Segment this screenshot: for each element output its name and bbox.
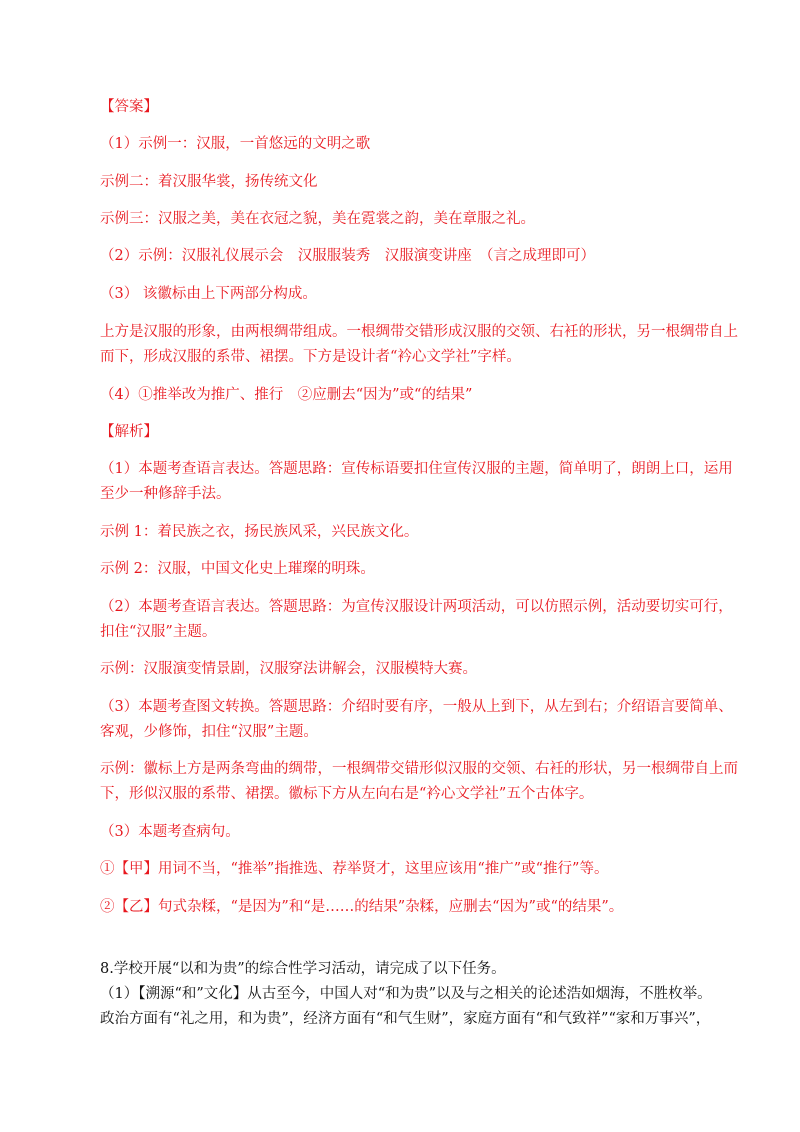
question-8-title: 8.学校开展“以和为贵”的综合性学习活动，请完成了以下任务。 — [100, 961, 506, 977]
analysis-line-2: 示例 1：着民族之衣，扬民族风采，兴民族文化。 — [100, 524, 419, 540]
answer-line-1: （1）示例一：汉服，一首悠远的文明之歌 — [100, 136, 371, 152]
analysis-line-6a: （3）本题考查图文转换。答题思路：介绍时要有序，一般从上到下，从左到右；介绍语言要简单、 — [100, 699, 733, 715]
answer-line-2: 示例二：着汉服华裳，扬传统文化 — [100, 174, 318, 190]
analysis-line-1a: （1）本题考查语言表达。答题思路：宣传标语要扣住宣传汉服的主题，简单明了，朗朗上口，运用 — [100, 461, 733, 477]
analysis-line-5: 示例：汉服演变情景剧，汉服穿法讲解会，汉服模特大赛。 — [100, 661, 477, 677]
question-8-para-1a: （1）【溯源“和”文化】从古至今，中国人对“和为贵”以及与之相关的论述浩如烟海，不胜枚举。 — [100, 986, 712, 1002]
analysis-line-6b: 客观，少修饰，扣住“汉服”主题。 — [100, 724, 318, 740]
analysis-line-4b: 扣住“汉服”主题。 — [100, 624, 217, 640]
analysis-line-10: ②【乙】句式杂糅，“是因为”和“是……的结果”杂糅，应删去“因为”或“的结果”。 — [100, 899, 624, 915]
analysis-line-9: ①【甲】用词不当，“推举”指推选、荐举贤才，这里应该用“推广”或“推行”等。 — [100, 861, 609, 877]
question-8-para-1b: 政治方面有“礼之用，和为贵”，经济方面有“和气生财”，家庭方面有“和气致祥”“家和万事兴”， — [100, 1011, 711, 1027]
answer-line-5: （3） 该徽标由上下两部分构成。 — [100, 286, 317, 302]
analysis-line-3: 示例 2：汉服，中国文化史上璀璨的明珠。 — [100, 561, 375, 577]
answer-line-4: （2）示例：汉服礼仪展示会 汉服服装秀 汉服演变讲座 （言之成理即可） — [100, 248, 595, 264]
answer-heading: 【答案】 — [100, 99, 158, 115]
analysis-heading: 【解析】 — [100, 424, 158, 440]
analysis-line-4a: （2）本题考查语言表达。答题思路：为宣传汉服设计两项活动，可以仿照示例，活动要切实可行， — [100, 599, 733, 615]
answer-line-7: 而下，形成汉服的系带、裙摆。下方是设计者“衿心文学社”字样。 — [100, 349, 521, 365]
analysis-line-8: （3）本题考查病句。 — [100, 824, 240, 840]
analysis-line-7a: 示例：徽标上方是两条弯曲的绸带，一根绸带交错形似汉服的交领、右衽的形状，另一根绸带自上而 — [100, 761, 738, 777]
analysis-line-7b: 下，形似汉服的系带、裙摆。徽标下方从左向右是“衿心文学社”五个古体字。 — [100, 786, 594, 802]
answer-line-3: 示例三：汉服之美，美在衣冠之貌，美在霓裳之韵，美在章服之礼。 — [100, 211, 535, 227]
analysis-line-1b: 至少一种修辞手法。 — [100, 486, 231, 502]
answer-line-6: 上方是汉服的形象，由两根绸带组成。一根绸带交错形成汉服的交领、右衽的形状，另一根绸带自上 — [100, 324, 738, 340]
answer-line-8: （4）①推举改为推广、推行 ②应删去“因为”或“的结果” — [100, 387, 473, 403]
